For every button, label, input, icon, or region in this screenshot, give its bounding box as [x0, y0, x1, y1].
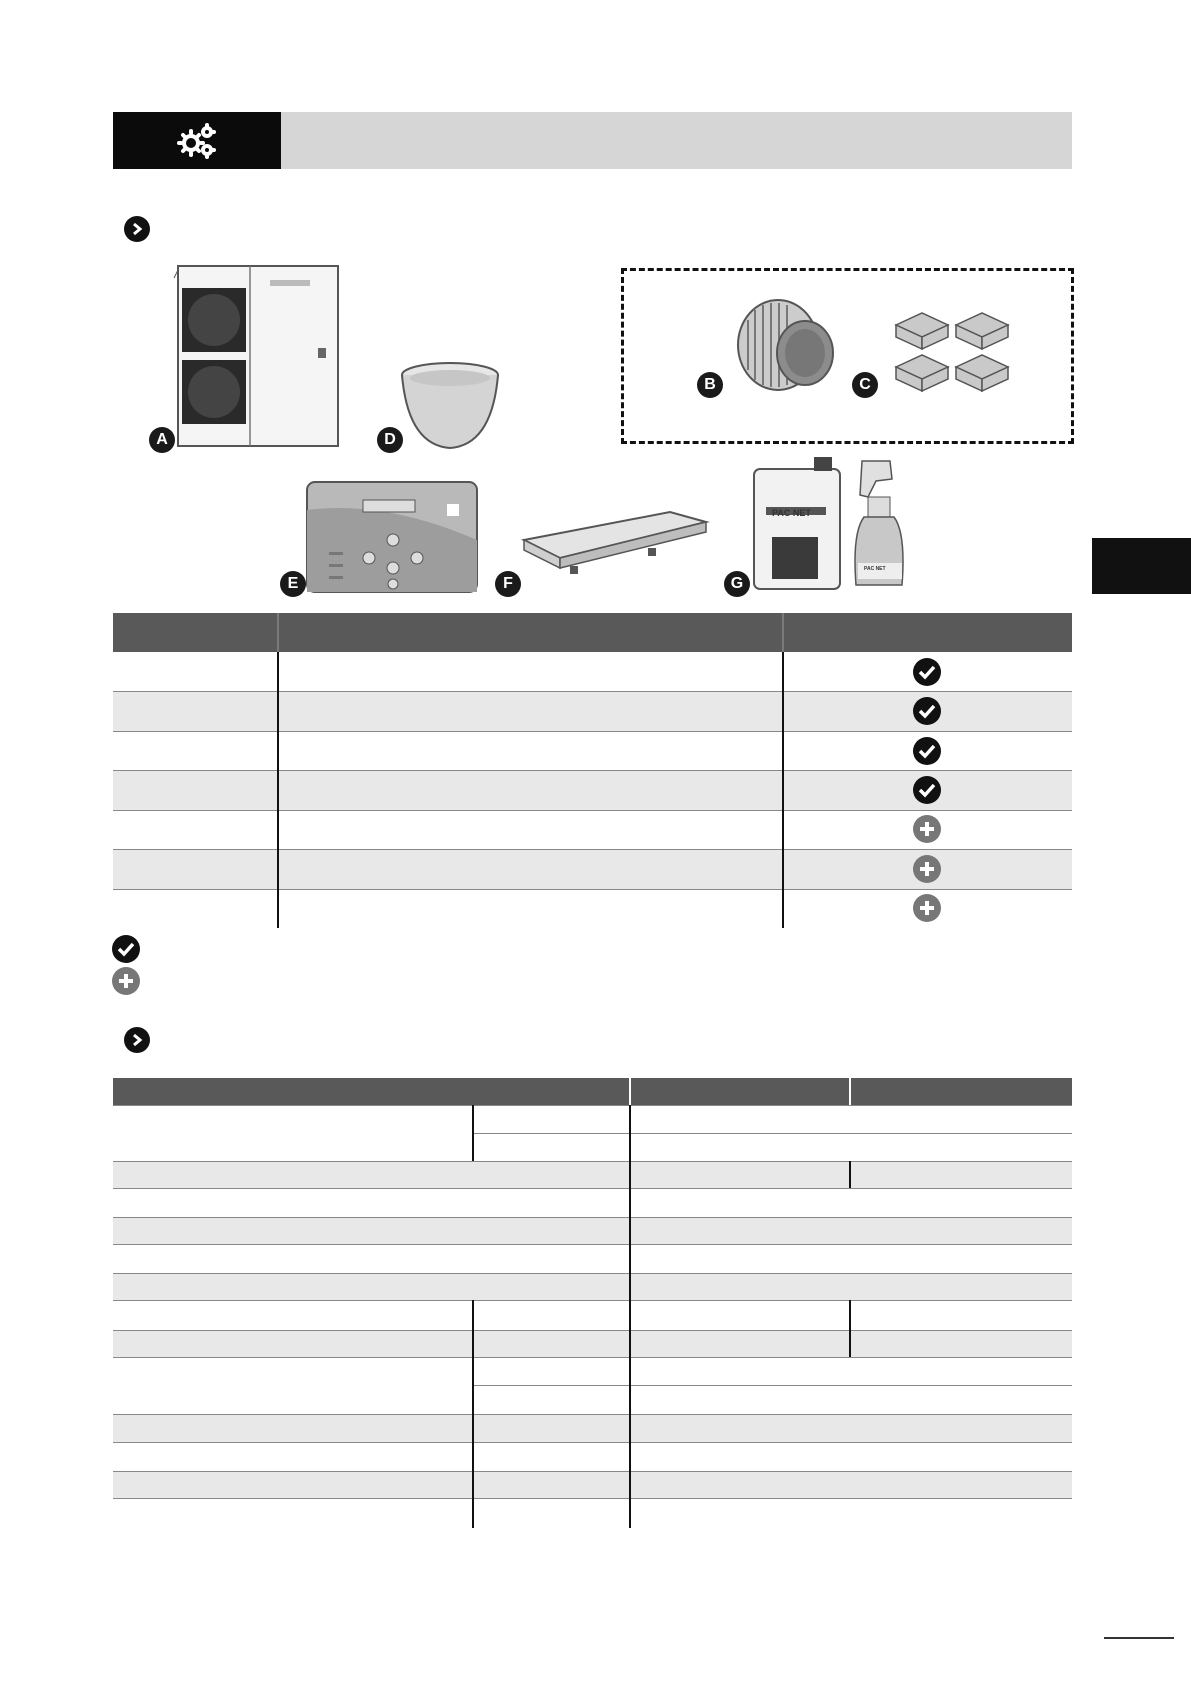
label-b: B [697, 372, 723, 398]
remote-controller-illustration [305, 480, 480, 595]
check-circle-icon [112, 935, 140, 963]
check-circle-icon [913, 737, 941, 765]
legend-included [111, 934, 141, 964]
section1-chevron-icon [124, 216, 150, 242]
condensate-tray-illustration [398, 360, 503, 455]
table-row [912, 814, 942, 844]
section2-chevron-icon [124, 1027, 150, 1053]
check-circle-icon [913, 658, 941, 686]
label-a: A [149, 427, 175, 453]
check-circle-icon [913, 776, 941, 804]
table-row [912, 657, 942, 687]
table-row [912, 696, 942, 726]
header-icon-block [113, 112, 281, 169]
page-number-rule [1104, 1637, 1174, 1639]
legend-optional [111, 966, 141, 996]
table-row [912, 854, 942, 884]
side-tab [1092, 538, 1191, 594]
plus-circle-icon [913, 815, 941, 843]
table-row [912, 775, 942, 805]
pac-net-spray-label: PAC NET [864, 566, 886, 572]
plus-circle-icon [112, 967, 140, 995]
contents-table-header [113, 613, 1072, 652]
plus-circle-icon [913, 855, 941, 883]
pac-net-can-label: PAC NET [772, 508, 811, 518]
header-title-bar [281, 112, 1072, 169]
base-tray-illustration [520, 508, 710, 588]
label-g: G [724, 571, 750, 597]
cleaning-products-illustration [750, 455, 920, 595]
plus-circle-icon [913, 894, 941, 922]
coupling-illustration [733, 295, 843, 395]
anti-vibration-pads-illustration [892, 305, 1017, 400]
gears-icon [177, 123, 217, 159]
check-circle-icon [913, 697, 941, 725]
table-row [912, 736, 942, 766]
label-f: F [495, 571, 521, 597]
label-c: C [852, 372, 878, 398]
table-row [912, 893, 942, 923]
label-d: D [377, 427, 403, 453]
label-e: E [280, 571, 306, 597]
heat-pump-illustration [170, 258, 350, 458]
specs-table-header [113, 1078, 1072, 1105]
